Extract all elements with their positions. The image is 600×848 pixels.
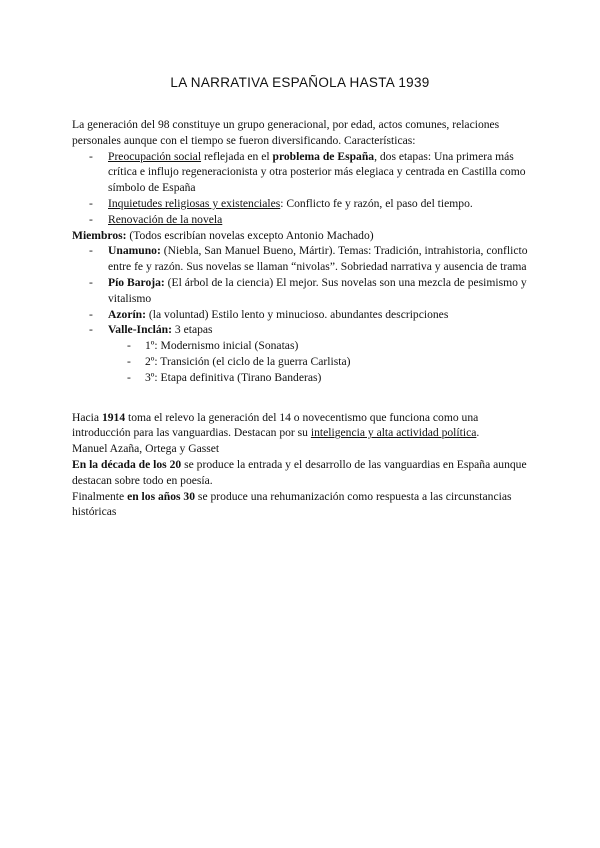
decade-30-paragraph: Finalmente en los años 30 se produce una rehumanización como respuesta a las circunstancias históricas: [72, 489, 512, 519]
list-dash: -: [89, 275, 93, 289]
characteristic-item: - Inquietudes religiosas y existenciales: Conflicto fe y razón, el paso del tiempo.: [72, 196, 532, 212]
decade-20-paragraph: En la década de los 20 se produce la entrada y el desarrollo de las vanguardias en España aunque destacan sobre todo en poesía.: [72, 457, 527, 487]
member-name: Pío Baroja:: [108, 275, 165, 289]
characteristic-title: Preocupación social: [108, 149, 202, 163]
member-name: Valle-Inclán:: [108, 323, 172, 337]
member-name: Azorín:: [108, 307, 146, 321]
member-item: - Valle-Inclán: 3 etapas: [72, 322, 532, 338]
list-dash: -: [89, 323, 93, 337]
list-dash: -: [127, 354, 131, 368]
stage-item: - 1º: Modernismo inicial (Sonatas): [127, 339, 299, 353]
member-item: - Azorín: (la voluntad) Estilo lento y minucioso. abundantes descripciones: [72, 307, 532, 323]
member-item: - Unamuno: (Niebla, San Manuel Bueno, Mártir). Temas: Tradición, intrahistoria, conflicto entre fe y razón. Sus novelas se llaman “nivolas”. Sobriedad narrativa y ausencia de trama: [72, 243, 532, 275]
characteristic-item: - Preocupación social reflejada en el problema de España, dos etapas: Una primera más crítica e influjo regeneracionista y otra posterior más elegiaca y centrada en Castilla como símbolo de España: [72, 149, 532, 196]
characteristic-title: Inquietudes religiosas y existenciales: [108, 196, 281, 210]
member-name: Unamuno:: [108, 244, 161, 258]
list-dash: -: [89, 212, 93, 226]
list-dash: -: [127, 339, 131, 353]
list-dash: -: [89, 307, 93, 321]
stage-item: - 3º: Etapa definitiva (Tirano Banderas): [127, 370, 322, 384]
list-dash: -: [89, 196, 93, 210]
list-dash: -: [127, 370, 131, 384]
document-body: [72, 117, 532, 520]
characteristic-title: Renovación de la novela: [108, 212, 223, 226]
list-dash: -: [89, 149, 93, 163]
stage-item: - 2º: Transición (el ciclo de la guerra Carlista): [127, 354, 351, 368]
list-dash: -: [89, 244, 93, 258]
highlight-text: problema de España: [272, 149, 375, 163]
page-title: LA NARRATIVA ESPAÑOLA HASTA 1939: [170, 75, 430, 90]
members-heading: Miembros: (Todos escribían novelas excepto Antonio Machado): [72, 228, 374, 242]
characteristic-item: [72, 212, 532, 228]
generation-14-paragraph: Hacia 1914 toma el relevo la generación del 14 o novecentismo que funciona como una introducción para las vanguardias. Destacan por su inteligencia y alta actividad política. Manuel Azaña, Ortega y Gasset: [72, 410, 480, 456]
member-item: - Pío Baroja: (El árbol de la ciencia) El mejor. Sus novelas son una mezcla de pesimismo y vitalismo: [72, 275, 532, 307]
intro-paragraph: La generación del 98 constituye un grupo generacional, por edad, actos comunes, relaciones personales aunque con el tiempo se fueron diversificando. Características:: [72, 118, 500, 147]
